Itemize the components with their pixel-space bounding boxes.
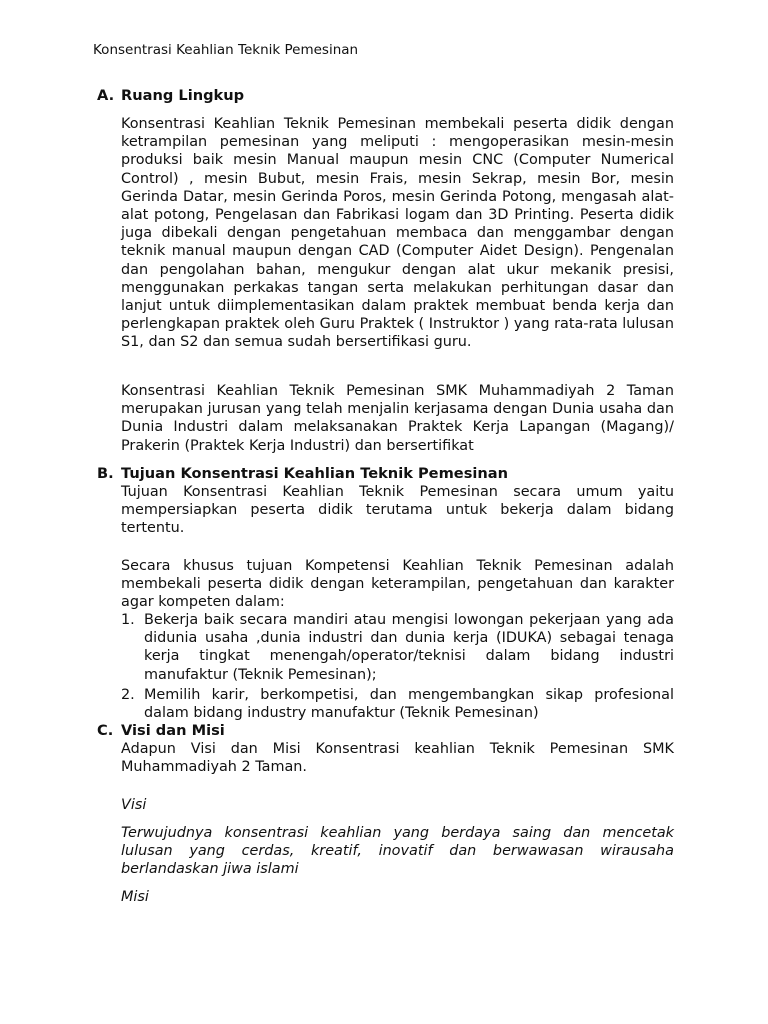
list-item-text: Memilih karir, berkompetisi, dan mengembangkan sikap profesional dalam bidang industry manufaktur (Teknik Pemesinan) bbox=[144, 687, 674, 722]
section-b-paragraph-2: Secara khusus tujuan Kompetensi Keahlian Teknik Pemesinan adalah membekali peserta didik dengan keterampilan, pengetahuan dan karakter agar kompeten dalam: bbox=[121, 558, 674, 611]
visi-text: Terwujudnya konsentrasi keahlian yang berdaya saing dan mencetak lulusan yang cerdas, kreatif, inovatif dan berwawasan wirausaha berlandaskan jiwa islami bbox=[121, 825, 674, 878]
running-header: Konsentrasi Keahlian Teknik Pemesinan bbox=[93, 42, 359, 58]
list-item-number: 2. bbox=[121, 687, 135, 703]
list-item-number: 1. bbox=[121, 612, 135, 628]
section-a-heading bbox=[97, 87, 244, 104]
section-b-letter: B. bbox=[97, 465, 114, 482]
section-b-heading bbox=[97, 465, 508, 482]
section-a-paragraph-2: Konsentrasi Keahlian Teknik Pemesinan SMK Muhammadiyah 2 Taman merupakan jurusan yang telah menjalin kerjasama dengan Dunia usaha dan Dunia Industri dalam melaksanakan Praktek Kerja Lapangan (Magang)/ Prakerin (Praktek Kerja Industri) dan bersertifikat bbox=[121, 383, 674, 454]
list-item-text: Bekerja baik secara mandiri atau mengisi lowongan pekerjaan yang ada didunia usaha ,dunia industri dan dunia kerja (IDUKA) sebagai tenaga kerja tingkat menengah/operator/teknisi dalam bidang industri manufaktur (Teknik Pemesinan); bbox=[144, 612, 674, 683]
objective-list-item bbox=[121, 611, 674, 684]
section-c-letter: C. bbox=[97, 722, 114, 739]
section-a-title: Ruang Lingkup bbox=[121, 87, 245, 104]
section-a-paragraph-1: Konsentrasi Keahlian Teknik Pemesinan membekali peserta didik dengan ketrampilan pemesinan yang meliputi : mengoperasikan mesin-mesin produksi baik mesin Manual maupun mesin CNC (Computer Numerical Control) , mesin Bubut, mesin Frais, mesin Sekrap, mesin Bor, mesin Gerinda Datar, mesin Gerinda Poros, mesin Gerinda Potong, mengasah alat-alat potong, Pengelasan dan Fabrikasi logam dan 3D Printing. Peserta didik juga dibekali dengan pengetahuan membaca dan menggambar dengan teknik manual maupun dengan CAD (Computer Aidet Design). Pengenalan dan pengolahan bahan, mengukur dengan alat ukur mekanik presisi, menggunakan perkakas tangan serta melakukan perhitungan dasar dan lanjut untuk diimplementasikan dalam praktek membuat benda kerja dan perlengkapan praktek oleh Guru Praktek ( Instruktor ) yang rata-rata lulusan S1, dan S2 dan semua sudah bersertifikasi guru. bbox=[121, 116, 674, 351]
section-c-heading bbox=[97, 722, 225, 739]
misi-label: Misi bbox=[121, 889, 149, 905]
objective-list-item bbox=[121, 686, 674, 722]
visi-label: Visi bbox=[121, 797, 147, 813]
section-a-letter: A. bbox=[97, 87, 115, 104]
section-b-title: Tujuan Konsentrasi Keahlian Teknik Pemesinan bbox=[121, 465, 509, 482]
section-c-title: Visi dan Misi bbox=[121, 722, 225, 739]
section-b-paragraph-1: Tujuan Konsentrasi Keahlian Teknik Pemesinan secara umum yaitu mempersiapkan peserta didik terutama untuk bekerja dalam bidang tertentu. bbox=[121, 484, 674, 537]
section-c-paragraph-1: Adapun Visi dan Misi Konsentrasi keahlian Teknik Pemesinan SMK Muhammadiyah 2 Taman. bbox=[121, 741, 674, 776]
